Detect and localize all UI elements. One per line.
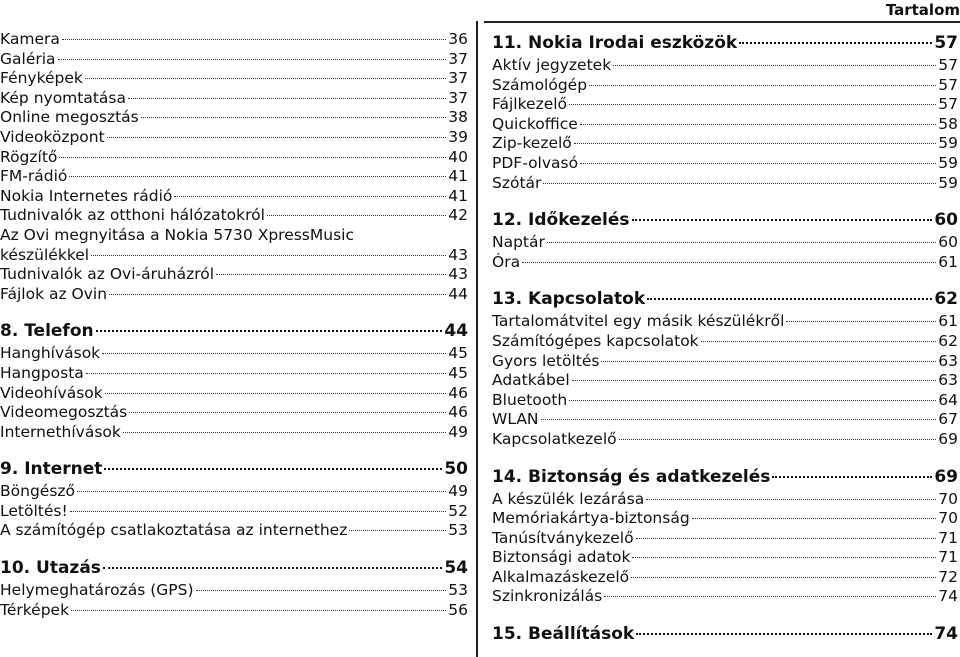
toc-dot-leader — [58, 59, 447, 60]
toc-dot-leader — [77, 491, 446, 492]
toc-entry-title: Kép nyomtatása — [0, 88, 126, 107]
toc-page-number: 37 — [448, 88, 468, 107]
toc-entry-title: 15. Beállítások — [492, 624, 635, 645]
toc-entry-title: 12. Időkezelés — [492, 210, 630, 231]
toc-entry-title: PDF-olvasó — [492, 153, 579, 172]
toc-dot-leader — [541, 419, 937, 420]
toc-entry-title: Adatkábel — [492, 371, 570, 390]
toc-entry[interactable] — [492, 568, 958, 588]
toc-entry-title: Memóriakártya-biztonság — [492, 509, 690, 528]
toc-page-number: 71 — [938, 548, 958, 567]
toc-dot-leader — [107, 137, 447, 138]
toc-entry-title: Nokia Internetes rádió — [0, 186, 173, 205]
toc-page-number: 56 — [448, 600, 468, 619]
toc-page-number: 37 — [448, 69, 468, 88]
toc-entry[interactable] — [492, 490, 958, 510]
toc-dot-leader — [632, 557, 936, 558]
toc-entry[interactable] — [0, 128, 468, 148]
toc-dot-leader — [574, 143, 936, 144]
toc-page-number: 61 — [938, 252, 958, 271]
toc-dot-leader — [632, 219, 933, 221]
toc-entry[interactable] — [0, 521, 468, 541]
toc-dot-leader — [91, 255, 446, 256]
toc-entry-title: Számológép — [492, 75, 588, 94]
toc-dot-leader — [86, 373, 446, 374]
toc-entry-title: Térképek — [0, 600, 70, 619]
toc-page-number: 37 — [448, 49, 468, 68]
toc-page-number: 57 — [938, 56, 958, 74]
toc-page-number: 59 — [938, 173, 958, 192]
toc-entry[interactable] — [0, 403, 468, 423]
toc-section-heading[interactable] — [492, 30, 958, 56]
toc-entry[interactable] — [0, 50, 468, 70]
toc-entry-title: Szótár — [492, 173, 542, 192]
toc-page-number: 60 — [934, 210, 958, 231]
toc-page-number: 70 — [938, 509, 958, 528]
toc-entry-title: A készülék lezárása — [492, 489, 645, 508]
toc-page-number: 59 — [938, 153, 958, 172]
toc-entry[interactable] — [492, 352, 958, 372]
toc-entry[interactable] — [492, 587, 958, 607]
toc-page-number: 59 — [938, 134, 958, 153]
toc-entry[interactable] — [0, 187, 468, 207]
toc-entry-title: Tudnivalók az Ovi-áruházról — [0, 265, 215, 284]
toc-right-column — [492, 30, 958, 647]
toc-entry[interactable] — [0, 581, 468, 601]
toc-page-number: 53 — [448, 581, 468, 600]
toc-entry[interactable] — [492, 430, 958, 450]
toc-section-heading[interactable] — [0, 555, 468, 581]
toc-entry[interactable] — [492, 134, 958, 154]
toc-page-number: 43 — [448, 245, 468, 264]
toc-dot-leader — [572, 380, 937, 381]
toc-entry[interactable] — [492, 115, 958, 135]
toc-dot-leader — [102, 353, 446, 354]
toc-page-number: 60 — [938, 233, 958, 252]
toc-entry-title: 13. Kapcsolatok — [492, 289, 646, 310]
toc-entry-title: Biztonsági adatok — [492, 548, 631, 567]
toc-section-heading[interactable] — [492, 464, 958, 490]
toc-dot-leader — [104, 468, 442, 470]
toc-page-number: 61 — [938, 312, 958, 331]
toc-page-number: 72 — [938, 567, 958, 586]
toc-entry-title: készülékkel — [0, 245, 90, 264]
toc-entry-title: Gyors letöltés — [492, 351, 600, 370]
toc-page-number: 36 — [448, 30, 468, 48]
toc-page-number: 71 — [938, 528, 958, 547]
toc-dot-leader — [96, 330, 443, 332]
toc-entry[interactable] — [0, 108, 468, 128]
toc-entry[interactable] — [492, 548, 958, 568]
toc-page-number: 69 — [938, 429, 958, 448]
toc-section-heading[interactable] — [0, 318, 468, 344]
header-rule — [484, 21, 960, 23]
toc-page-number: 74 — [938, 587, 958, 606]
toc-dot-leader — [569, 400, 936, 401]
toc-page-number: 40 — [448, 147, 468, 166]
column-divider — [476, 21, 478, 657]
toc-entry[interactable] — [492, 95, 958, 115]
toc-entry-title: Zip-kezelő — [492, 134, 572, 153]
toc-page-number: 38 — [448, 108, 468, 127]
toc-entry-title: Videohívások — [0, 383, 103, 402]
toc-page-number: 64 — [938, 390, 958, 409]
toc-page-number: 57 — [938, 95, 958, 114]
toc-page-number: 63 — [938, 371, 958, 390]
toc-dot-leader — [646, 499, 936, 500]
toc-entry-title: Óra — [492, 252, 521, 271]
toc-dot-leader — [522, 262, 936, 263]
toc-page-number: 53 — [448, 521, 468, 540]
toc-left-column — [0, 30, 468, 620]
toc-entry-title: Szinkronizálás — [492, 587, 603, 606]
toc-dot-leader — [128, 98, 446, 99]
toc-entry[interactable] — [0, 285, 468, 305]
toc-dot-leader — [543, 183, 936, 184]
toc-entry-title: Videomegosztás — [0, 403, 128, 422]
toc-entry[interactable] — [0, 364, 468, 384]
toc-entry-title: 8. Telefon — [0, 321, 94, 342]
toc-dot-leader — [59, 157, 446, 158]
toc-dot-leader — [604, 596, 936, 597]
toc-page-number: 41 — [448, 186, 468, 205]
toc-dot-leader — [123, 432, 446, 433]
toc-entry-title: Hangposta — [0, 363, 84, 382]
toc-dot-leader — [69, 176, 446, 177]
toc-dot-leader — [786, 321, 936, 322]
toc-entry[interactable] — [0, 423, 468, 443]
toc-entry-title: Rögzítő — [0, 147, 58, 166]
toc-page-number: 49 — [448, 422, 468, 441]
toc-dot-leader — [589, 85, 936, 86]
toc-entry[interactable] — [492, 253, 958, 273]
toc-entry[interactable] — [0, 246, 468, 266]
toc-entry[interactable] — [0, 344, 468, 364]
toc-entry-title: 10. Utazás — [0, 558, 101, 579]
toc-entry[interactable] — [0, 226, 468, 246]
toc-entry[interactable] — [492, 391, 958, 411]
toc-page-number: 62 — [938, 331, 958, 350]
toc-page-number: 39 — [448, 127, 468, 146]
toc-entry-title: Letöltés! — [0, 501, 68, 520]
toc-entry[interactable] — [492, 529, 958, 549]
toc-page-number: 44 — [448, 284, 468, 303]
toc-dot-leader — [580, 163, 936, 164]
toc-page-number: 70 — [938, 489, 958, 508]
toc-entry[interactable] — [492, 371, 958, 391]
toc-section-heading[interactable] — [492, 286, 958, 312]
toc-entry[interactable] — [0, 30, 468, 50]
toc-dot-leader — [129, 412, 446, 413]
toc-entry-title: Számítógépes kapcsolatok — [492, 331, 699, 350]
toc-entry-title: WLAN — [492, 410, 539, 429]
toc-dot-leader — [647, 298, 932, 300]
toc-page-number: 52 — [448, 501, 468, 520]
toc-dot-leader — [103, 567, 442, 569]
toc-page-number: 57 — [938, 75, 958, 94]
toc-section-heading[interactable] — [492, 207, 958, 233]
toc-entry[interactable] — [0, 502, 468, 522]
toc-entry-title: Kamera — [0, 30, 60, 48]
toc-dot-leader — [636, 538, 937, 539]
toc-dot-leader — [580, 124, 936, 125]
toc-entry[interactable] — [492, 76, 958, 96]
toc-entry-title: Galéria — [0, 49, 56, 68]
toc-dot-leader — [631, 577, 936, 578]
toc-entry-title: Fájlkezelő — [492, 95, 568, 114]
toc-entry[interactable] — [492, 509, 958, 529]
toc-entry-title: Kapcsolatkezelő — [492, 429, 617, 448]
toc-entry[interactable] — [492, 154, 958, 174]
toc-page-number: 44 — [444, 321, 468, 342]
toc-page-number: 58 — [938, 114, 958, 133]
toc-entry-title: Alkalmazáskezelő — [492, 567, 630, 586]
toc-entry-title: Bluetooth — [492, 390, 568, 409]
toc-entry-title: Quickoffice — [492, 114, 578, 133]
toc-section-heading[interactable] — [0, 456, 468, 482]
toc-entry-title: Aktív jegyzetek — [492, 56, 612, 74]
toc-page-number: 41 — [448, 167, 468, 186]
toc-page-number: 46 — [448, 383, 468, 402]
toc-dot-leader — [70, 511, 447, 512]
toc-entry[interactable] — [0, 89, 468, 109]
toc-entry[interactable] — [0, 167, 468, 187]
toc-entry-title: Helymeghatározás (GPS) — [0, 581, 194, 600]
toc-entry-title: Fájlok az Ovin — [0, 284, 108, 303]
toc-entry[interactable] — [492, 312, 958, 332]
toc-entry[interactable] — [492, 174, 958, 194]
toc-page-number: 74 — [934, 624, 958, 645]
toc-entry[interactable] — [0, 384, 468, 404]
toc-entry-title: Böngésző — [0, 482, 76, 501]
toc-entry-title: Online megosztás — [0, 108, 139, 127]
toc-page-number: 45 — [448, 344, 468, 363]
toc-entry[interactable] — [0, 601, 468, 621]
toc-entry-title: Internethívások — [0, 422, 121, 441]
toc-dot-leader — [619, 439, 937, 440]
toc-page-number: 54 — [444, 558, 468, 579]
toc-entry[interactable] — [0, 148, 468, 168]
toc-page-number: 57 — [934, 33, 958, 53]
toc-dot-leader — [141, 117, 447, 118]
toc-entry-title: Fényképek — [0, 69, 83, 88]
toc-dot-leader — [613, 65, 936, 66]
toc-entry-title: Hanghívások — [0, 344, 101, 363]
toc-entry-title: Az Ovi megnyitása a Nokia 5730 XpressMusic — [0, 225, 354, 244]
toc-page-number: 46 — [448, 403, 468, 422]
toc-dot-leader — [349, 530, 446, 531]
toc-dot-leader — [739, 42, 932, 44]
toc-page-number: 69 — [934, 466, 958, 487]
toc-page-number: 43 — [448, 265, 468, 284]
toc-entry-title: Tudnivalók az otthoni hálózatokról — [0, 206, 265, 225]
toc-page-number: 67 — [938, 410, 958, 429]
toc-entry-title: A számítógép csatlakoztatása az internethez — [0, 521, 348, 540]
toc-dot-leader — [636, 633, 932, 635]
toc-page-number: 42 — [448, 206, 468, 225]
toc-entry-title: Videoközpont — [0, 127, 105, 146]
toc-entry[interactable] — [0, 206, 468, 226]
toc-page-number: 63 — [938, 351, 958, 370]
toc-entry[interactable] — [492, 410, 958, 430]
toc-entry-title: Tanúsítványkezelő — [492, 528, 634, 547]
toc-section-heading[interactable] — [492, 621, 958, 647]
toc-entry-title: 9. Internet — [0, 459, 103, 480]
toc-page-number: 50 — [444, 459, 468, 480]
toc-page-number: 49 — [448, 482, 468, 501]
toc-dot-leader — [601, 361, 936, 362]
toc-entry-title: 14. Biztonság és adatkezelés — [492, 466, 771, 487]
toc-dot-leader — [772, 476, 932, 478]
toc-entry-title: Tartalomátvitel egy másik készülékről — [492, 312, 785, 331]
toc-dot-leader — [71, 610, 446, 611]
toc-entry[interactable] — [492, 56, 958, 76]
toc-entry-title: 11. Nokia Irodai eszközök — [492, 33, 738, 53]
toc-dot-leader — [216, 274, 446, 275]
toc-dot-leader — [196, 590, 447, 591]
toc-entry[interactable] — [0, 265, 468, 285]
page-header-title: Tartalom — [885, 1, 960, 19]
toc-entry[interactable] — [492, 233, 958, 253]
toc-dot-leader — [105, 393, 447, 394]
toc-entry-title: Naptár — [492, 233, 545, 252]
toc-entry[interactable] — [492, 332, 958, 352]
toc-entry[interactable] — [0, 69, 468, 89]
toc-dot-leader — [85, 78, 446, 79]
toc-dot-leader — [62, 39, 446, 40]
toc-page-number: 62 — [934, 289, 958, 310]
toc-dot-leader — [692, 518, 937, 519]
toc-page-number: 45 — [448, 363, 468, 382]
toc-entry-title: FM-rádió — [0, 167, 68, 186]
toc-entry[interactable] — [0, 482, 468, 502]
toc-dot-leader — [569, 104, 936, 105]
toc-dot-leader — [547, 242, 936, 243]
toc-dot-leader — [267, 215, 446, 216]
toc-dot-leader — [174, 196, 446, 197]
toc-dot-leader — [701, 341, 937, 342]
toc-dot-leader — [109, 294, 446, 295]
